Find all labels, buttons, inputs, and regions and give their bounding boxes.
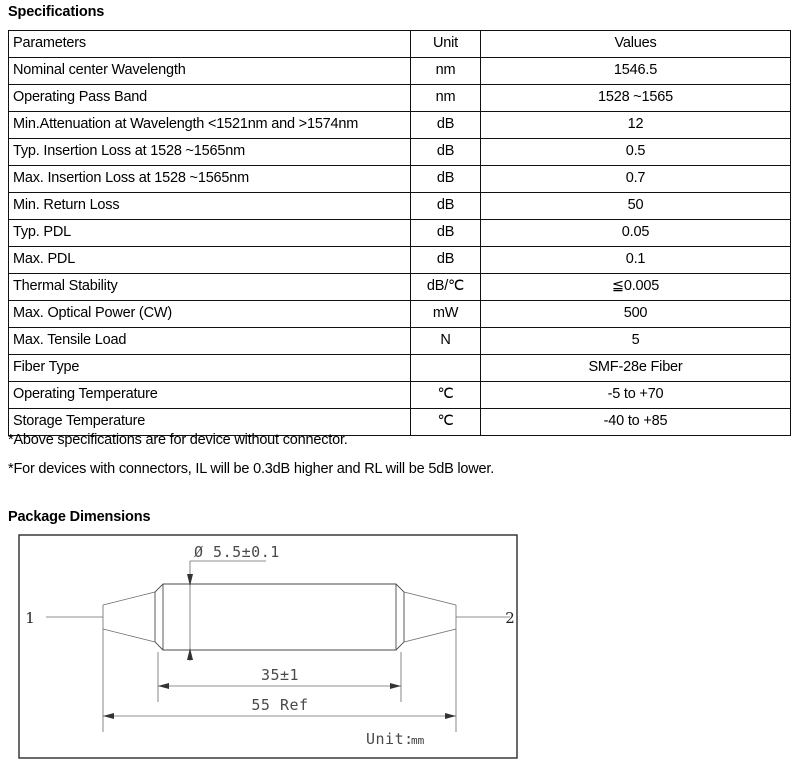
cell-parameter: Max. Insertion Loss at 1528 ~1565nm bbox=[9, 166, 411, 193]
cell-value: ≦0.005 bbox=[481, 274, 791, 301]
cell-parameter: Typ. PDL bbox=[9, 220, 411, 247]
unit-note-value: mm bbox=[411, 734, 425, 747]
unit-note-prefix: Unit: bbox=[366, 730, 414, 748]
cell-value: -5 to +70 bbox=[481, 382, 791, 409]
cell-unit bbox=[411, 355, 481, 382]
device-body bbox=[155, 584, 404, 650]
cell-unit: nm bbox=[411, 85, 481, 112]
body-length-label: 35±1 bbox=[260, 666, 300, 684]
cell-value: 0.05 bbox=[481, 220, 791, 247]
cell-value: 500 bbox=[481, 301, 791, 328]
table-row bbox=[9, 328, 791, 355]
table-header-row bbox=[9, 31, 791, 58]
cell-value: 5 bbox=[481, 328, 791, 355]
right-boot-taper bbox=[404, 592, 456, 642]
cell-unit: ℃ bbox=[411, 409, 481, 436]
cell-unit: nm bbox=[411, 58, 481, 85]
column-header-parameters: Parameters bbox=[9, 31, 411, 58]
unit-note bbox=[366, 730, 425, 748]
drawing-border bbox=[19, 535, 517, 758]
table-row bbox=[9, 166, 791, 193]
package-dimension-drawing bbox=[18, 534, 518, 759]
diameter-dimension bbox=[187, 543, 280, 661]
footnote-without-connector: *Above specifications are for device without connector. bbox=[8, 432, 348, 448]
cell-unit: dB/℃ bbox=[411, 274, 481, 301]
cell-unit: dB bbox=[411, 193, 481, 220]
cell-parameter: Min.Attenuation at Wavelength <1521nm and >1574nm bbox=[9, 112, 411, 139]
cell-value: SMF-28e Fiber bbox=[481, 355, 791, 382]
table-row bbox=[9, 247, 791, 274]
table-row bbox=[9, 355, 791, 382]
cell-unit: dB bbox=[411, 166, 481, 193]
cell-value: 0.1 bbox=[481, 247, 791, 274]
cell-parameter: Operating Pass Band bbox=[9, 85, 411, 112]
specifications-heading: Specifications bbox=[8, 4, 105, 20]
cell-value: 0.7 bbox=[481, 166, 791, 193]
cell-parameter: Min. Return Loss bbox=[9, 193, 411, 220]
table-row bbox=[9, 193, 791, 220]
cell-value: 1528 ~1565 bbox=[481, 85, 791, 112]
cell-unit: dB bbox=[411, 247, 481, 274]
cell-parameter: Typ. Insertion Loss at 1528 ~1565nm bbox=[9, 139, 411, 166]
table-row bbox=[9, 139, 791, 166]
specifications-table bbox=[8, 30, 791, 436]
cell-unit: dB bbox=[411, 112, 481, 139]
table-row bbox=[9, 382, 791, 409]
body-length-dimension bbox=[158, 652, 401, 702]
table-row bbox=[9, 301, 791, 328]
table-row bbox=[9, 274, 791, 301]
cell-value: 0.5 bbox=[481, 139, 791, 166]
cell-parameter: Fiber Type bbox=[9, 355, 411, 382]
cell-parameter: Operating Temperature bbox=[9, 382, 411, 409]
left-boot-taper bbox=[103, 592, 155, 642]
footnote-with-connectors: *For devices with connectors, IL will be 0.3dB higher and RL will be 5dB lower. bbox=[8, 461, 495, 477]
port-label-2: 2 bbox=[505, 609, 515, 627]
column-header-values: Values bbox=[481, 31, 791, 58]
package-dimensions-heading: Package Dimensions bbox=[8, 509, 151, 525]
cell-parameter: Max. Tensile Load bbox=[9, 328, 411, 355]
diameter-label: Ø 5.5±0.1 bbox=[194, 543, 280, 561]
cell-unit: mW bbox=[411, 301, 481, 328]
cell-value: 1546.5 bbox=[481, 58, 791, 85]
total-length-label: 55 Ref bbox=[251, 696, 309, 714]
cell-parameter: Max. Optical Power (CW) bbox=[9, 301, 411, 328]
cell-unit: N bbox=[411, 328, 481, 355]
cell-unit: ℃ bbox=[411, 382, 481, 409]
cell-parameter: Thermal Stability bbox=[9, 274, 411, 301]
table-row bbox=[9, 85, 791, 112]
cell-parameter: Storage Temperature bbox=[9, 409, 411, 436]
cell-parameter: Nominal center Wavelength bbox=[9, 58, 411, 85]
cell-unit: dB bbox=[411, 139, 481, 166]
port-label-1: 1 bbox=[25, 609, 35, 627]
cell-unit: dB bbox=[411, 220, 481, 247]
cell-value: 12 bbox=[481, 112, 791, 139]
cell-parameter: Max. PDL bbox=[9, 247, 411, 274]
table-row bbox=[9, 112, 791, 139]
cell-value: 50 bbox=[481, 193, 791, 220]
table-row bbox=[9, 220, 791, 247]
column-header-unit: Unit bbox=[411, 31, 481, 58]
table-row bbox=[9, 58, 791, 85]
cell-value: -40 to +85 bbox=[481, 409, 791, 436]
